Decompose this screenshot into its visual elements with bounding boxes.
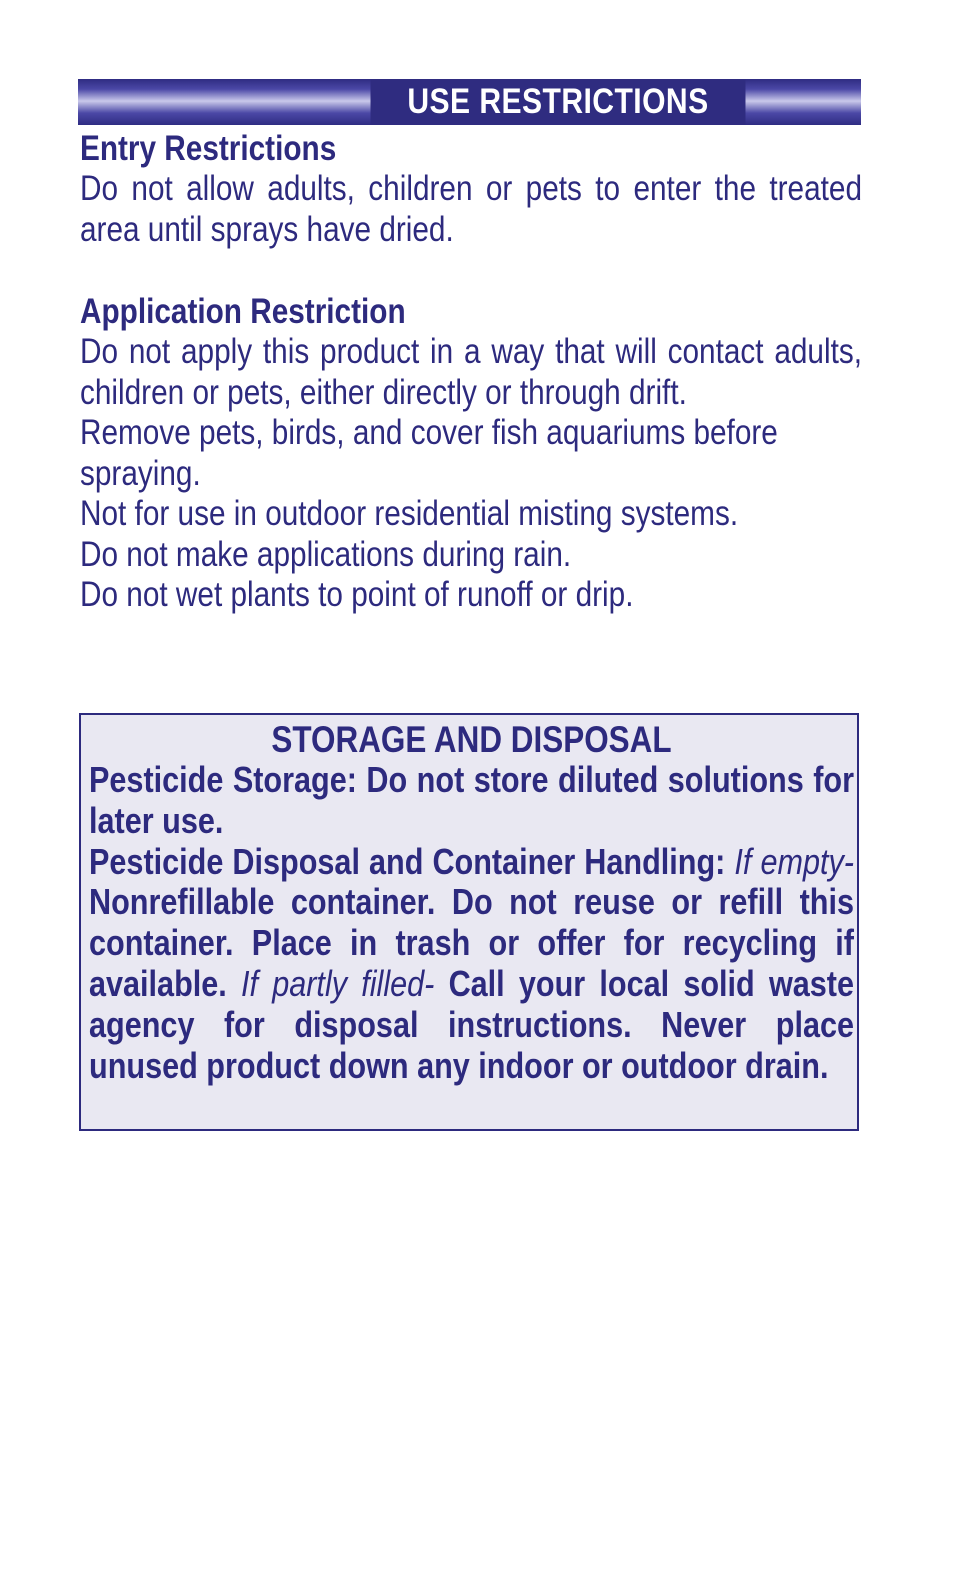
- if-partly-label: If partly filled-: [241, 962, 435, 1004]
- application-paragraph-1: Do not apply this product in a way that will contact adults, children or pets, either directly or through drift.: [80, 332, 862, 412]
- entry-heading: Entry Restrictions: [80, 129, 337, 168]
- application-paragraph-5: Do not wet plants to point of runoff or drip.: [80, 575, 634, 614]
- storage-title: STORAGE AND DISPOSAL: [271, 719, 672, 760]
- storage-label: Pesticide Storage:: [89, 759, 357, 800]
- disposal-paragraph: [89, 842, 854, 1087]
- application-heading: Application Restriction: [80, 292, 406, 331]
- banner-title: USE RESTRICTIONS: [371, 79, 746, 125]
- application-paragraph-3: Not for use in outdoor residential misting systems.: [80, 494, 739, 533]
- storage-disposal-box: [79, 713, 859, 1131]
- application-paragraph-4: Do not make applications during rain.: [80, 534, 572, 574]
- disposal-label: Pesticide Disposal and Container Handling:: [89, 840, 726, 882]
- entry-text: Do not allow adults, children or pets to enter the treated area until sprays have dried.: [80, 169, 862, 249]
- use-restrictions-banner: [78, 79, 861, 125]
- if-empty-label: If empty-: [734, 840, 854, 882]
- application-restriction-section: [80, 291, 862, 616]
- partly-text: Call your local solid waste agency for disposal instructions. Never place unused product down any indoor or outdoor drain.: [89, 962, 854, 1086]
- storage-paragraph: [89, 760, 854, 842]
- application-paragraph-2: Remove pets, birds, and cover fish aquariums before spraying.: [80, 413, 778, 493]
- empty-text: Nonrefillable container. Do not reuse or refill this container. Place in trash or offer for recycling if available.: [89, 881, 854, 1004]
- storage-text: Do not store diluted solutions for later use.: [89, 759, 855, 841]
- entry-restrictions-section: [80, 128, 862, 250]
